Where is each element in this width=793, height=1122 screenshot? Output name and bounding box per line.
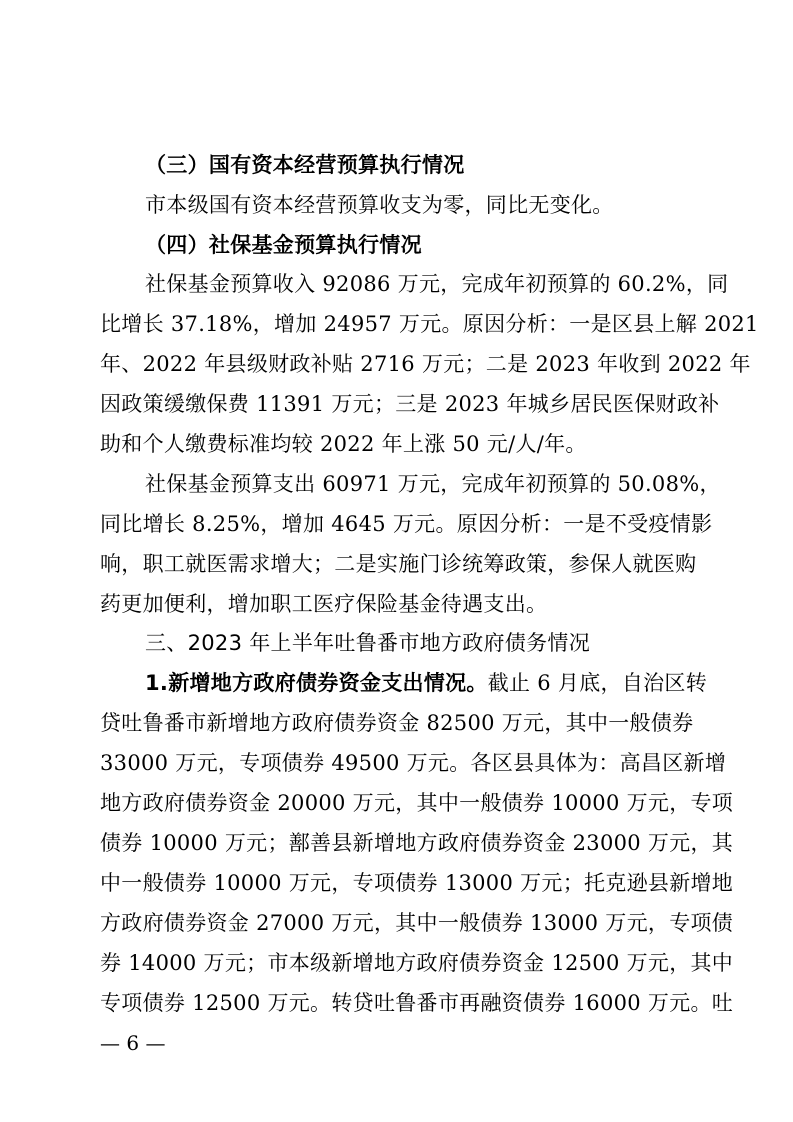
paragraph-line: 助和个人缴费标准均较 2022 年上涨 50 元/人/年。 <box>100 432 587 456</box>
paragraph-line: 药更加便利，增加职工医疗保险基金待遇支出。 <box>100 592 548 616</box>
paragraph-line: 比增长 37.18%，增加 24957 万元。原因分析：一是区县上解 2021 <box>100 312 759 336</box>
paragraph-line: 中一般债券 10000 万元，专项债券 13000 万元；托克逊县新增地 <box>100 871 734 895</box>
paragraph-line <box>145 670 707 696</box>
paragraph-line: 债券 10000 万元；鄯善县新增地方政府债券资金 23000 万元，其 <box>100 831 734 855</box>
bold-lead-text: 1.新增地方政府债券资金支出情况。 <box>145 671 488 695</box>
paragraph-line: 方政府债券资金 27000 万元，其中一般债券 13000 万元，专项债 <box>100 911 734 935</box>
paragraph-line: 社保基金预算收入 92086 万元，完成年初预算的 60.2%，同 <box>145 272 729 296</box>
lead-rest-text: 截止 6 月底，自治区转 <box>487 671 708 695</box>
heading-section-three: 三、2023 年上半年吐鲁番市地方政府债务情况 <box>145 631 591 655</box>
paragraph-line: 地方政府债券资金 20000 万元，其中一般债券 10000 万元，专项 <box>100 791 734 815</box>
paragraph-line: 33000 万元，专项债券 49500 万元。各区县具体为：高昌区新增 <box>100 751 727 775</box>
paragraph-line: 社保基金预算支出 60971 万元，完成年初预算的 50.08%， <box>145 472 721 496</box>
page-number: — 6 — <box>100 1031 166 1055</box>
paragraph-line: 专项债券 12500 万元。转贷吐鲁番市再融资债券 16000 万元。吐 <box>100 991 734 1015</box>
paragraph-line: 年、2022 年县级财政补贴 2716 万元；二是 2023 年收到 2022 年 <box>100 352 751 376</box>
paragraph-line: 因政策缓缴保费 11391 万元；三是 2023 年城乡居民医保财政补 <box>100 392 720 416</box>
paragraph-line: 贷吐鲁番市新增地方政府债券资金 82500 万元，其中一般债券 <box>100 711 694 735</box>
paragraph-line: 券 14000 万元；市本级新增地方政府债券资金 12500 万元，其中 <box>100 951 734 975</box>
heading-state-capital-budget: （三）国有资本经营预算执行情况 <box>145 153 465 177</box>
paragraph-line: 同比增长 8.25%，增加 4645 万元。原因分析：一是不受疫情影 <box>100 512 713 536</box>
heading-social-fund-budget: （四）社保基金预算执行情况 <box>145 233 422 257</box>
paragraph-state-capital: 市本级国有资本经营预算收支为零，同比无变化。 <box>145 193 614 217</box>
paragraph-line: 响，职工就医需求增大；二是实施门诊统筹政策，参保人就医购 <box>100 552 697 576</box>
